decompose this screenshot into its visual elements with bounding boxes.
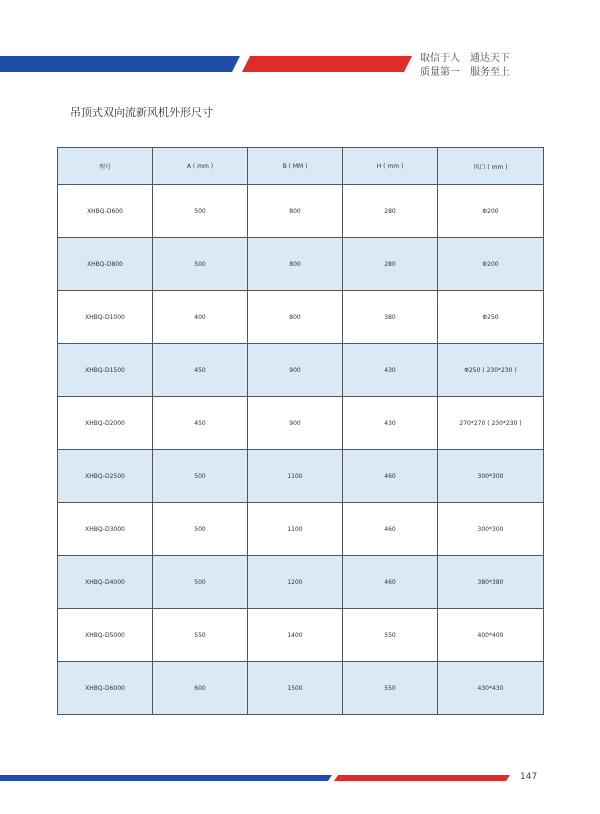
- cell-b: 1200: [248, 556, 343, 609]
- cell-h: 280: [343, 185, 438, 238]
- table-row: [58, 503, 544, 556]
- slogan-line-1: 取信于人 通达天下: [420, 53, 510, 64]
- cell-h: 380: [343, 291, 438, 344]
- cell-outlet: 270*270 ( 230*230 ): [438, 397, 544, 450]
- table-row: [58, 185, 544, 238]
- cell-model: XHBQ-D2000: [58, 397, 153, 450]
- header-banner: [0, 50, 600, 80]
- header-red-stripe: [242, 56, 412, 72]
- cell-model: XHBQ-D6000: [58, 662, 153, 715]
- cell-a: 400: [153, 291, 248, 344]
- cell-outlet: 300*300: [438, 450, 544, 503]
- cell-h: 550: [343, 609, 438, 662]
- cell-outlet: Φ200: [438, 238, 544, 291]
- cell-outlet: 400*400: [438, 609, 544, 662]
- cell-model: XHBQ-D4000: [58, 556, 153, 609]
- footer-blue-stripe: [0, 775, 332, 781]
- page-number: 147: [520, 772, 538, 782]
- cell-outlet: Φ200: [438, 185, 544, 238]
- table-row: [58, 344, 544, 397]
- cell-b: 1400: [248, 609, 343, 662]
- table-row: [58, 609, 544, 662]
- cell-b: 800: [248, 238, 343, 291]
- cell-a: 600: [153, 662, 248, 715]
- header-h: H ( mm ): [343, 148, 438, 185]
- cell-h: 460: [343, 450, 438, 503]
- cell-model: XHBQ-D600: [58, 185, 153, 238]
- slogan-line-2: 质量第一 服务至上: [420, 67, 510, 78]
- slogan: [420, 52, 510, 80]
- cell-a: 500: [153, 503, 248, 556]
- table-row: [58, 556, 544, 609]
- cell-b: 900: [248, 397, 343, 450]
- cell-outlet: Φ250: [438, 291, 544, 344]
- cell-a: 500: [153, 556, 248, 609]
- footer-red-stripe: [334, 775, 510, 781]
- page-title: 吊顶式双向流新风机外形尺寸: [70, 106, 213, 119]
- cell-model: XHBQ-D3000: [58, 503, 153, 556]
- cell-b: 1100: [248, 503, 343, 556]
- table-row: [58, 397, 544, 450]
- cell-h: 550: [343, 662, 438, 715]
- cell-a: 450: [153, 397, 248, 450]
- footer-banner: [0, 772, 600, 784]
- cell-h: 460: [343, 556, 438, 609]
- cell-model: XHBQ-D2500: [58, 450, 153, 503]
- cell-h: 280: [343, 238, 438, 291]
- cell-b: 900: [248, 344, 343, 397]
- cell-b: 1500: [248, 662, 343, 715]
- cell-outlet: 380*380: [438, 556, 544, 609]
- header-blue-stripe: [0, 56, 240, 72]
- cell-a: 500: [153, 450, 248, 503]
- dimension-table: [57, 147, 544, 715]
- header-b: B ( MM ): [248, 148, 343, 185]
- cell-h: 430: [343, 344, 438, 397]
- cell-a: 550: [153, 609, 248, 662]
- table-row: [58, 291, 544, 344]
- cell-a: 500: [153, 238, 248, 291]
- cell-b: 800: [248, 291, 343, 344]
- cell-b: 1100: [248, 450, 343, 503]
- header-a: A ( mm ): [153, 148, 248, 185]
- cell-model: XHBQ-D1500: [58, 344, 153, 397]
- cell-model: XHBQ-D5000: [58, 609, 153, 662]
- cell-model: XHBQ-D1000: [58, 291, 153, 344]
- table-row: [58, 450, 544, 503]
- table-row: [58, 662, 544, 715]
- header-model: 型号: [58, 148, 153, 185]
- cell-model: XHBQ-D800: [58, 238, 153, 291]
- cell-b: 800: [248, 185, 343, 238]
- table-header-row: [58, 148, 544, 185]
- cell-a: 500: [153, 185, 248, 238]
- table-row: [58, 238, 544, 291]
- cell-a: 450: [153, 344, 248, 397]
- cell-outlet: 430*430: [438, 662, 544, 715]
- cell-h: 460: [343, 503, 438, 556]
- cell-outlet: 300*300: [438, 503, 544, 556]
- cell-outlet: Φ250 ( 230*230 ): [438, 344, 544, 397]
- cell-h: 430: [343, 397, 438, 450]
- header-outlet: 风口 ( mm ): [438, 148, 544, 185]
